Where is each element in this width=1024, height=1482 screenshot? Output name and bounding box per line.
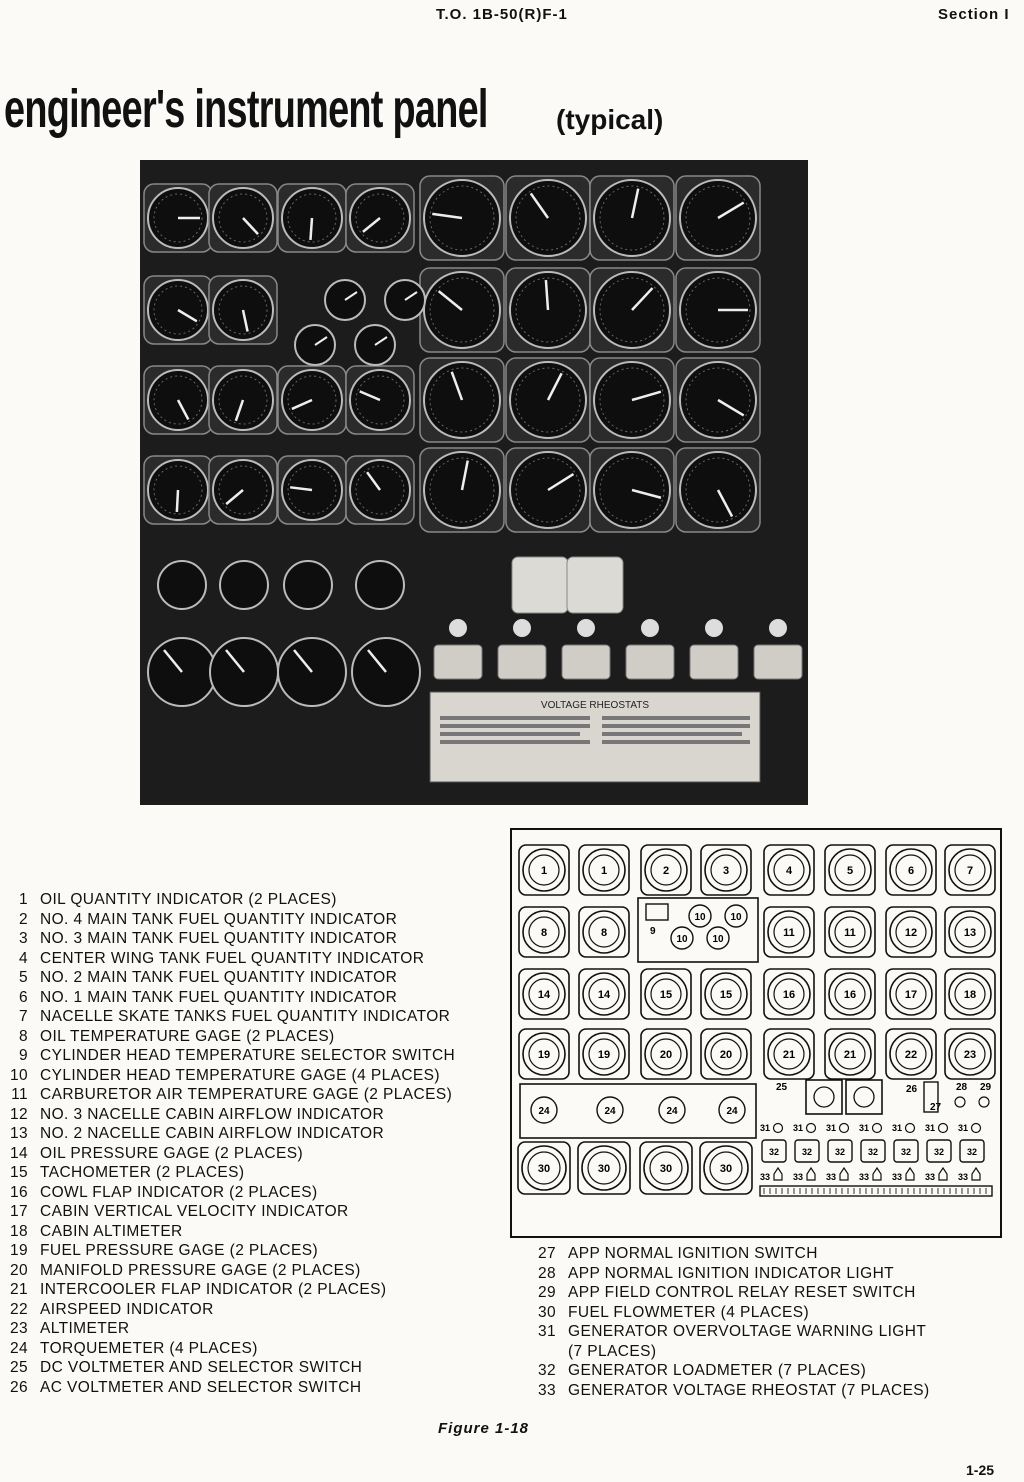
diagram-gauge-label: 19 bbox=[537, 1049, 551, 1061]
legend-text: MANIFOLD PRESSURE GAGE (2 PLACES) bbox=[40, 1261, 361, 1279]
photo-torque-gauge bbox=[158, 561, 206, 609]
legend-number: 20 bbox=[9, 1261, 28, 1279]
diagram-gauge-label: 7 bbox=[966, 865, 974, 877]
legend-item bbox=[0, 1319, 455, 1339]
legend-item bbox=[528, 1244, 930, 1264]
cht-gage-label: 10 bbox=[694, 912, 706, 923]
legend-text: GENERATOR LOADMETER (7 PLACES) bbox=[568, 1362, 867, 1379]
diagram-gauge-label: 19 bbox=[597, 1049, 611, 1061]
torque-label: 24 bbox=[604, 1106, 616, 1117]
warning-light bbox=[906, 1124, 915, 1133]
warning-light-label: 31 bbox=[859, 1123, 870, 1133]
legend-item bbox=[0, 1378, 455, 1398]
legend-text: TORQUEMETER (4 PLACES) bbox=[40, 1339, 258, 1357]
legend-text: GENERATOR OVERVOLTAGE WARNING LIGHT bbox=[568, 1323, 927, 1340]
legend-text: GENERATOR VOLTAGE RHEOSTAT (7 PLACES) bbox=[568, 1381, 930, 1399]
torque-label: 24 bbox=[538, 1106, 550, 1117]
small-item-label: 29 bbox=[980, 1082, 992, 1093]
legend-text: CARBURETOR AIR TEMPERATURE GAGE (2 PLACES) bbox=[40, 1086, 453, 1103]
cht-gage-label: 10 bbox=[676, 934, 688, 945]
loadmeter-label: 32 bbox=[966, 1147, 978, 1157]
photo-torque-gauge bbox=[284, 561, 332, 609]
legend-text: NO. 3 MAIN TANK FUEL QUANTITY INDICATOR bbox=[40, 930, 398, 947]
rheostat-knob bbox=[939, 1168, 947, 1180]
small-item-label: 26 bbox=[906, 1084, 918, 1095]
legend-item bbox=[0, 1066, 455, 1086]
legend-item bbox=[0, 1046, 455, 1066]
legend-item bbox=[528, 1342, 930, 1362]
legend-number: 16 bbox=[9, 1183, 28, 1201]
flowmeter-label: 30 bbox=[659, 1163, 673, 1175]
loadmeter-label: 32 bbox=[801, 1147, 813, 1157]
legend-item bbox=[0, 890, 455, 910]
diagram-gauge-label: 20 bbox=[659, 1049, 673, 1061]
rheostat-placard-outline bbox=[760, 1186, 992, 1196]
photo-warning-light bbox=[513, 619, 531, 637]
legend-item bbox=[0, 1241, 455, 1261]
cht-gage-label: 10 bbox=[730, 912, 742, 923]
legend-item bbox=[0, 1105, 455, 1125]
rheostat-label: 33 bbox=[958, 1172, 969, 1182]
legend-item bbox=[0, 1124, 455, 1144]
photo-torque-gauge bbox=[356, 561, 404, 609]
loadmeter-label: 32 bbox=[834, 1147, 846, 1157]
photo-warning-light bbox=[641, 619, 659, 637]
doc-number: T.O. 1B-50(R)F-1 bbox=[436, 6, 568, 23]
torque-label: 24 bbox=[726, 1106, 738, 1117]
legend-item bbox=[528, 1264, 930, 1284]
rheostat-knob bbox=[807, 1168, 815, 1180]
legend-text: DC VOLTMETER AND SELECTOR SWITCH bbox=[40, 1359, 363, 1376]
legend-number: 24 bbox=[9, 1339, 28, 1357]
legend-item bbox=[0, 1085, 455, 1105]
legend-number: 27 bbox=[537, 1245, 556, 1262]
legend-text: FUEL PRESSURE GAGE (2 PLACES) bbox=[40, 1242, 319, 1259]
legend-text: NO. 3 NACELLE CABIN AIRFLOW INDICATOR bbox=[40, 1105, 385, 1123]
diagram-gauge-label: 6 bbox=[907, 865, 915, 877]
warning-light-label: 31 bbox=[925, 1123, 936, 1133]
legend-number bbox=[528, 1342, 568, 1362]
legend-item bbox=[0, 1027, 455, 1047]
rheostat-label: 33 bbox=[826, 1172, 837, 1182]
dc-voltmeter-dial bbox=[814, 1087, 834, 1107]
legend-text: CYLINDER HEAD TEMPERATURE SELECTOR SWITCH bbox=[40, 1047, 456, 1064]
location-diagram bbox=[510, 828, 1002, 1238]
legend-text: ALTIMETER bbox=[40, 1320, 130, 1337]
diagram-gauge-label: 5 bbox=[846, 865, 854, 877]
legend-number: 13 bbox=[9, 1125, 28, 1142]
legend-number: 21 bbox=[9, 1281, 28, 1298]
cht-gage-label: 10 bbox=[712, 934, 724, 945]
legend-number: 30 bbox=[537, 1303, 556, 1321]
cht-selector-label: 9 bbox=[650, 926, 656, 937]
legend-left bbox=[0, 890, 455, 1397]
legend-number: 10 bbox=[9, 1066, 28, 1084]
legend-text: NO. 4 MAIN TANK FUEL QUANTITY INDICATOR bbox=[40, 910, 398, 928]
legend-item bbox=[0, 910, 455, 930]
rheostat-label: 33 bbox=[925, 1172, 936, 1182]
page-subtitle: (typical) bbox=[556, 104, 664, 135]
legend-item bbox=[0, 1163, 455, 1183]
diagram-gauge-label: 18 bbox=[963, 989, 977, 1001]
legend-number: 3 bbox=[18, 930, 28, 947]
legend-number: 11 bbox=[11, 1086, 28, 1103]
diagram-gauge-label: 11 bbox=[844, 927, 856, 939]
warning-light-label: 31 bbox=[958, 1123, 969, 1133]
legend-text: AC VOLTMETER AND SELECTOR SWITCH bbox=[40, 1378, 362, 1396]
legend-number: 29 bbox=[537, 1284, 556, 1301]
legend-text: APP FIELD CONTROL RELAY RESET SWITCH bbox=[568, 1284, 916, 1301]
warning-light bbox=[774, 1124, 783, 1133]
legend-text: NO. 2 MAIN TANK FUEL QUANTITY INDICATOR bbox=[40, 969, 398, 986]
loadmeter-label: 32 bbox=[933, 1147, 945, 1157]
legend-text: APP NORMAL IGNITION INDICATOR LIGHT bbox=[568, 1264, 895, 1282]
photo-voltmeter bbox=[567, 557, 623, 613]
legend-number: 5 bbox=[18, 969, 28, 986]
diagram-gauge-label: 15 bbox=[659, 989, 673, 1001]
ac-voltmeter bbox=[846, 1080, 882, 1114]
diagram-gauge-label: 8 bbox=[540, 927, 548, 939]
photo-warning-light bbox=[705, 619, 723, 637]
legend-item bbox=[0, 1300, 455, 1320]
legend-text: CYLINDER HEAD TEMPERATURE GAGE (4 PLACES) bbox=[40, 1066, 440, 1084]
legend-text: COWL FLAP INDICATOR (2 PLACES) bbox=[40, 1183, 318, 1201]
legend-text: NO. 1 MAIN TANK FUEL QUANTITY INDICATOR bbox=[40, 988, 398, 1006]
legend-text: OIL QUANTITY INDICATOR (2 PLACES) bbox=[40, 891, 337, 908]
legend-number: 17 bbox=[9, 1203, 28, 1220]
warning-light bbox=[807, 1124, 816, 1133]
legend-text: OIL PRESSURE GAGE (2 PLACES) bbox=[40, 1144, 304, 1162]
legend-number: 6 bbox=[18, 988, 28, 1006]
legend-item bbox=[0, 1261, 455, 1281]
small-item-label: 25 bbox=[776, 1082, 788, 1093]
diagram-gauge-label: 11 bbox=[783, 927, 795, 939]
rheostat-knob bbox=[840, 1168, 848, 1180]
photo-warning-light bbox=[769, 619, 787, 637]
flowmeter-label: 30 bbox=[597, 1163, 611, 1175]
diagram-gauge-label: 20 bbox=[719, 1049, 733, 1061]
photo-voltmeter bbox=[512, 557, 568, 613]
legend-text: TACHOMETER (2 PLACES) bbox=[40, 1164, 245, 1181]
legend-number: 15 bbox=[9, 1164, 28, 1181]
legend-item bbox=[0, 1280, 455, 1300]
legend-item bbox=[0, 1144, 455, 1164]
panel-photo bbox=[140, 160, 808, 805]
diagram-gauge-label: 14 bbox=[537, 989, 551, 1001]
diagram-gauge-label: 17 bbox=[904, 989, 918, 1001]
legend-item bbox=[0, 1358, 455, 1378]
small-item-label: 28 bbox=[956, 1082, 968, 1093]
legend-number: 28 bbox=[537, 1264, 556, 1282]
photo-gauge-needle bbox=[310, 218, 312, 240]
reset-switch bbox=[979, 1097, 989, 1107]
warning-light bbox=[840, 1124, 849, 1133]
legend-text: APP NORMAL IGNITION SWITCH bbox=[568, 1245, 818, 1262]
page-title: engineer's instrument panel bbox=[4, 79, 488, 139]
photo-loadmeter bbox=[754, 645, 802, 679]
ac-voltmeter-dial bbox=[854, 1087, 874, 1107]
legend-item bbox=[0, 1183, 455, 1203]
legend-number: 7 bbox=[18, 1008, 28, 1025]
photo-warning-light bbox=[577, 619, 595, 637]
torque-label: 24 bbox=[666, 1106, 678, 1117]
warning-light-label: 31 bbox=[760, 1123, 771, 1133]
diagram-gauge-label: 3 bbox=[722, 865, 730, 877]
legend-item bbox=[0, 968, 455, 988]
legend-text: NO. 2 NACELLE CABIN AIRFLOW INDICATOR bbox=[40, 1125, 385, 1142]
diagram-gauge-label: 16 bbox=[843, 989, 857, 1001]
warning-light-label: 31 bbox=[793, 1123, 804, 1133]
legend-item bbox=[0, 1222, 455, 1242]
section-label: Section I bbox=[938, 6, 1010, 23]
diagram-gauge-label: 21 bbox=[843, 1049, 857, 1061]
legend-right bbox=[528, 1244, 930, 1400]
diagram-gauge-label: 15 bbox=[719, 989, 733, 1001]
legend-number: 8 bbox=[18, 1027, 28, 1045]
legend-number: 33 bbox=[537, 1381, 556, 1399]
rheostat-knob bbox=[774, 1168, 782, 1180]
flowmeter-label: 30 bbox=[537, 1163, 551, 1175]
legend-number: 26 bbox=[9, 1378, 28, 1396]
photo-warning-light bbox=[449, 619, 467, 637]
dc-voltmeter bbox=[806, 1080, 842, 1114]
loadmeter-label: 32 bbox=[768, 1147, 780, 1157]
rheostat-label: 33 bbox=[760, 1172, 771, 1182]
diagram-gauge-label: 8 bbox=[600, 927, 608, 939]
diagram-gauge-label: 2 bbox=[662, 865, 670, 877]
small-item-label: 27 bbox=[930, 1102, 942, 1113]
legend-number: 9 bbox=[18, 1047, 28, 1064]
rheostat-knob bbox=[906, 1168, 914, 1180]
rheostat-label: 33 bbox=[793, 1172, 804, 1182]
legend-item bbox=[0, 1202, 455, 1222]
legend-number: 23 bbox=[9, 1320, 28, 1337]
legend-text: (7 PLACES) bbox=[568, 1342, 657, 1360]
figure-caption: Figure 1-18 bbox=[438, 1420, 530, 1437]
cht-selector-switch bbox=[646, 904, 668, 920]
loadmeter-label: 32 bbox=[867, 1147, 879, 1157]
diagram-gauge-label: 12 bbox=[904, 927, 918, 939]
legend-number: 2 bbox=[18, 910, 28, 928]
legend-text: CABIN ALTIMETER bbox=[40, 1222, 183, 1240]
diagram-gauge-label: 16 bbox=[782, 989, 796, 1001]
loadmeter-label: 32 bbox=[900, 1147, 912, 1157]
photo-loadmeter bbox=[434, 645, 482, 679]
legend-number: 22 bbox=[9, 1300, 28, 1318]
legend-number: 19 bbox=[9, 1242, 28, 1259]
warning-light bbox=[939, 1124, 948, 1133]
legend-number: 32 bbox=[537, 1362, 556, 1379]
legend-number: 14 bbox=[9, 1144, 28, 1162]
photo-gauge-needle bbox=[177, 490, 178, 512]
legend-item bbox=[528, 1381, 930, 1401]
legend-text: INTERCOOLER FLAP INDICATOR (2 PLACES) bbox=[40, 1281, 387, 1298]
torque-panel bbox=[520, 1084, 756, 1138]
legend-item bbox=[0, 929, 455, 949]
warning-light-label: 31 bbox=[826, 1123, 837, 1133]
warning-light bbox=[873, 1124, 882, 1133]
legend-item bbox=[528, 1303, 930, 1323]
rheostat-label: 33 bbox=[859, 1172, 870, 1182]
legend-number: 31 bbox=[537, 1323, 556, 1340]
rheostat-knob bbox=[972, 1168, 980, 1180]
legend-text: CABIN VERTICAL VELOCITY INDICATOR bbox=[40, 1203, 349, 1220]
diagram-gauge-label: 4 bbox=[785, 865, 793, 877]
legend-number: 1 bbox=[18, 891, 28, 908]
photo-torque-gauge bbox=[220, 561, 268, 609]
legend-text: FUEL FLOWMETER (4 PLACES) bbox=[568, 1303, 810, 1321]
cht-box bbox=[638, 898, 758, 962]
diagram-gauge-label: 13 bbox=[963, 927, 977, 939]
legend-text: NACELLE SKATE TANKS FUEL QUANTITY INDICATOR bbox=[40, 1008, 451, 1025]
diagram-gauge-label: 22 bbox=[904, 1049, 918, 1061]
warning-light bbox=[972, 1124, 981, 1133]
flowmeter-label: 30 bbox=[719, 1163, 733, 1175]
legend-number: 18 bbox=[9, 1222, 28, 1240]
photo-loadmeter bbox=[626, 645, 674, 679]
photo-loadmeter bbox=[498, 645, 546, 679]
placard-title: VOLTAGE RHEOSTATS bbox=[540, 700, 650, 711]
diagram-gauge-label: 23 bbox=[963, 1049, 977, 1061]
legend-item bbox=[528, 1361, 930, 1381]
photo-loadmeter bbox=[562, 645, 610, 679]
legend-number: 25 bbox=[9, 1359, 28, 1376]
legend-item bbox=[528, 1283, 930, 1303]
warning-light-label: 31 bbox=[892, 1123, 903, 1133]
photo-loadmeter bbox=[690, 645, 738, 679]
rheostat-label: 33 bbox=[892, 1172, 903, 1182]
legend-text: OIL TEMPERATURE GAGE (2 PLACES) bbox=[40, 1027, 335, 1045]
legend-item bbox=[0, 1007, 455, 1027]
legend-item bbox=[0, 1339, 455, 1359]
legend-item bbox=[0, 949, 455, 969]
diagram-gauge-label: 1 bbox=[540, 865, 548, 877]
diagram-gauge-label: 14 bbox=[597, 989, 611, 1001]
legend-number: 4 bbox=[18, 949, 28, 967]
legend-text: AIRSPEED INDICATOR bbox=[40, 1300, 214, 1318]
diagram-gauge-label: 1 bbox=[600, 865, 608, 877]
ignition-light bbox=[955, 1097, 965, 1107]
diagram-gauge-label: 21 bbox=[782, 1049, 796, 1061]
page-number: 1-25 bbox=[966, 1462, 995, 1478]
legend-text: CENTER WING TANK FUEL QUANTITY INDICATOR bbox=[40, 949, 425, 967]
legend-number: 12 bbox=[9, 1105, 28, 1123]
legend-item bbox=[0, 988, 455, 1008]
legend-item bbox=[528, 1322, 930, 1342]
rheostat-knob bbox=[873, 1168, 881, 1180]
